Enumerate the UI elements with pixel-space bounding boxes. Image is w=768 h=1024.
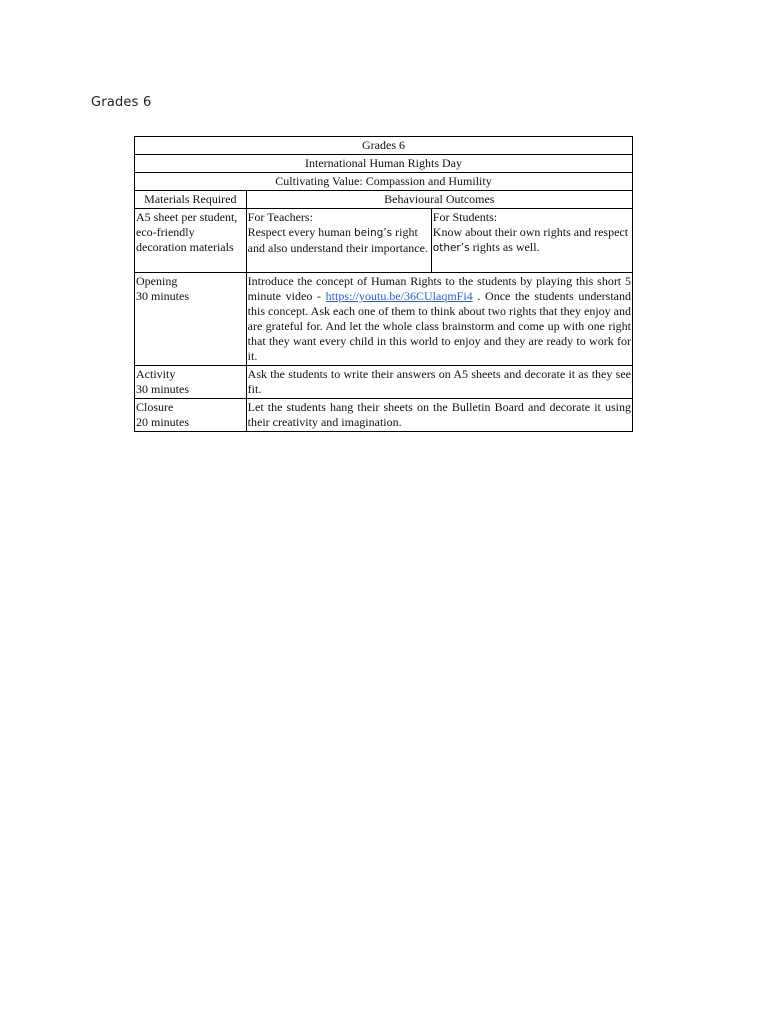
- outcomes-header: Behavioural Outcomes: [246, 191, 632, 209]
- teachers-text-after: right and also understand their importance.: [247, 225, 428, 255]
- opening-description: [246, 273, 632, 366]
- activity-row: [135, 366, 633, 399]
- teachers-label: For Teachers:: [247, 210, 313, 224]
- activity-label: Activity: [136, 367, 176, 381]
- grade-cell: Grades 6: [135, 137, 633, 155]
- teachers-special-word: being’s: [353, 227, 393, 239]
- video-link[interactable]: https://youtu.be/36CUlaqmFi4: [325, 289, 473, 303]
- materials-cell: [135, 209, 247, 273]
- activity-label-cell: [135, 366, 247, 399]
- students-special-word: other’s: [432, 242, 470, 254]
- materials-line-1: A5 sheet per student,: [136, 210, 238, 224]
- students-text-before: Know about their own rights and respect: [432, 225, 629, 239]
- students-label: For Students:: [432, 210, 498, 224]
- closure-duration: 20 minutes: [136, 415, 189, 429]
- grade-row: [135, 137, 633, 155]
- opening-duration: 30 minutes: [136, 289, 189, 303]
- opening-text-before: Introduce the concept of Human Rights to the students by playing this short 5 minute video -: [247, 274, 631, 303]
- value-cell: Cultivating Value: Compassion and Humility: [135, 173, 633, 191]
- materials-line-3: decoration materials: [136, 240, 234, 254]
- value-row: [135, 173, 633, 191]
- teachers-text-before: Respect every human: [247, 225, 354, 239]
- students-outcome-cell: [431, 209, 632, 273]
- opening-label-cell: [135, 273, 247, 366]
- title-cell: International Human Rights Day: [135, 155, 633, 173]
- teachers-outcome-text: [248, 225, 430, 256]
- opening-text-after: . Once the students understand this concept. Ask each one of them to think about two rights that they enjoy and are grateful for. And let the whole class brainstorm and come up with one right that they want every child in this world to enjoy and they are ready to work for it.: [247, 289, 632, 363]
- activity-duration: 30 minutes: [136, 382, 189, 396]
- materials-line-2: eco-friendly: [136, 225, 195, 239]
- lesson-plan-table: [134, 136, 633, 432]
- page-heading: Grades 6: [91, 95, 152, 110]
- materials-header: Materials Required: [135, 191, 247, 209]
- title-row: [135, 155, 633, 173]
- opening-row: [135, 273, 633, 366]
- header-row: [135, 191, 633, 209]
- students-outcome-text: [433, 225, 631, 256]
- students-text-after: rights as well.: [469, 240, 540, 254]
- opening-label: Opening: [136, 274, 178, 288]
- closure-description: Let the students hang their sheets on the Bulletin Board and decorate it using their creativity and imagination.: [246, 399, 632, 432]
- activity-description: Ask the students to write their answers on A5 sheets and decorate it as they see fit.: [246, 366, 632, 399]
- closure-row: [135, 399, 633, 432]
- teachers-outcome-cell: [246, 209, 431, 273]
- materials-row: [135, 209, 633, 273]
- closure-label: Closure: [136, 400, 174, 414]
- closure-label-cell: [135, 399, 247, 432]
